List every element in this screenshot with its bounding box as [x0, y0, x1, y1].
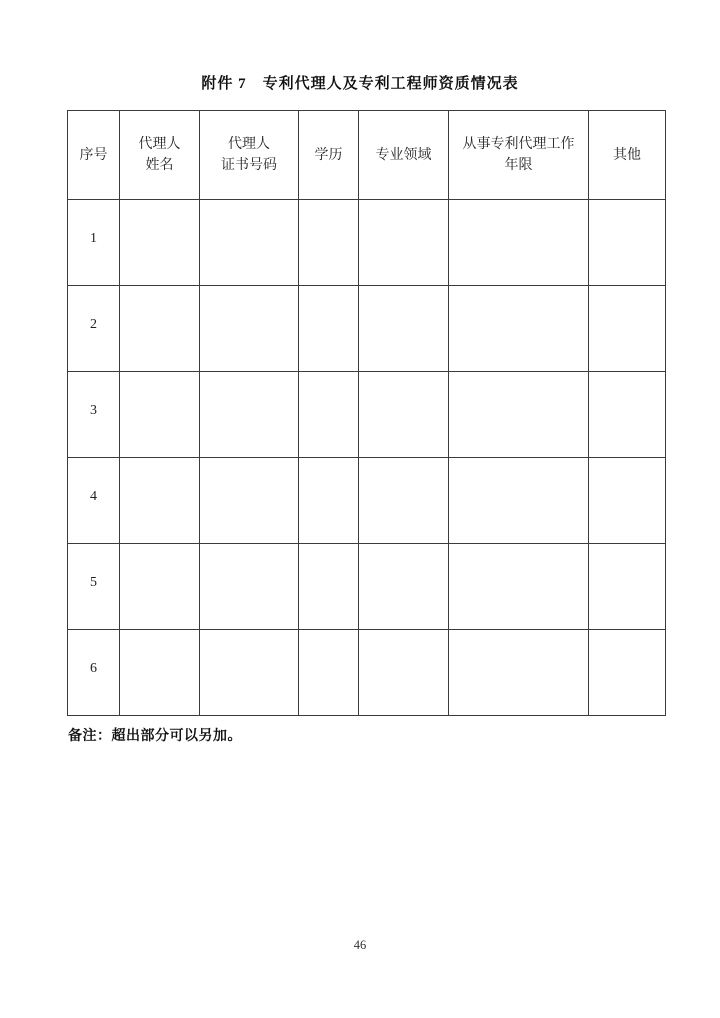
- empty-cell: [449, 544, 589, 630]
- empty-cell: [589, 630, 666, 716]
- empty-cell: [299, 200, 359, 286]
- row-number: 4: [90, 488, 97, 504]
- header-cell-education: [299, 111, 359, 200]
- table-row: [68, 200, 666, 286]
- empty-cell: [449, 372, 589, 458]
- header-cell-other: [589, 111, 666, 200]
- row-number: 2: [90, 316, 97, 332]
- row-number: 6: [90, 660, 97, 676]
- empty-cell: [449, 458, 589, 544]
- table-row: [68, 286, 666, 372]
- empty-cell: [120, 544, 200, 630]
- empty-cell: [120, 458, 200, 544]
- row-number-cell: [68, 544, 120, 630]
- empty-cell: [299, 458, 359, 544]
- empty-cell: [589, 544, 666, 630]
- empty-cell: [359, 372, 449, 458]
- table-row: [68, 458, 666, 544]
- empty-cell: [589, 372, 666, 458]
- qualification-table: [67, 110, 666, 716]
- row-number: 3: [90, 402, 97, 418]
- row-number-cell: [68, 200, 120, 286]
- empty-cell: [200, 458, 299, 544]
- empty-cell: [120, 200, 200, 286]
- header-cell-certificate-number: [200, 111, 299, 200]
- header-label: 年限: [504, 158, 533, 173]
- page-title: 附件 7 专利代理人及专利工程师资质情况表: [201, 76, 519, 92]
- row-number-cell: [68, 286, 120, 372]
- header-label: 其他: [613, 147, 641, 163]
- empty-cell: [589, 200, 666, 286]
- empty-cell: [359, 286, 449, 372]
- row-number: 5: [90, 574, 97, 590]
- header-cell-professional-field: [359, 111, 449, 200]
- row-number-cell: [68, 372, 120, 458]
- empty-cell: [200, 630, 299, 716]
- header-label: 序号: [79, 147, 108, 163]
- table-row: [68, 544, 666, 630]
- empty-cell: [449, 630, 589, 716]
- table-footnote: 备注：超出部分可以另加。: [68, 729, 242, 744]
- header-label: 姓名: [145, 158, 174, 173]
- empty-cell: [120, 286, 200, 372]
- empty-cell: [359, 630, 449, 716]
- empty-cell: [449, 200, 589, 286]
- header-label: 代理人: [138, 137, 181, 152]
- header-cell-agent-name: [120, 111, 200, 200]
- table-row: [68, 372, 666, 458]
- header-label: 专业领域: [375, 147, 432, 163]
- empty-cell: [359, 200, 449, 286]
- empty-cell: [589, 458, 666, 544]
- empty-cell: [299, 286, 359, 372]
- empty-cell: [299, 372, 359, 458]
- header-cell-work-years: [449, 111, 589, 200]
- row-number-cell: [68, 630, 120, 716]
- empty-cell: [299, 630, 359, 716]
- header-label: 学历: [314, 147, 343, 163]
- row-number: 1: [90, 230, 97, 246]
- header-label: 代理人: [228, 137, 270, 152]
- empty-cell: [200, 372, 299, 458]
- header-label: 证书号码: [221, 158, 277, 173]
- empty-cell: [120, 372, 200, 458]
- empty-cell: [449, 286, 589, 372]
- header-cell-seq: [68, 111, 120, 200]
- table-row: [68, 630, 666, 716]
- header-label: 从事专利代理工作: [462, 137, 575, 152]
- table-header-row: [68, 111, 666, 200]
- empty-cell: [359, 544, 449, 630]
- empty-cell: [200, 200, 299, 286]
- empty-cell: [200, 286, 299, 372]
- empty-cell: [200, 544, 299, 630]
- empty-cell: [359, 458, 449, 544]
- row-number-cell: [68, 458, 120, 544]
- empty-cell: [589, 286, 666, 372]
- empty-cell: [299, 544, 359, 630]
- empty-cell: [120, 630, 200, 716]
- page-number: 46: [353, 938, 367, 952]
